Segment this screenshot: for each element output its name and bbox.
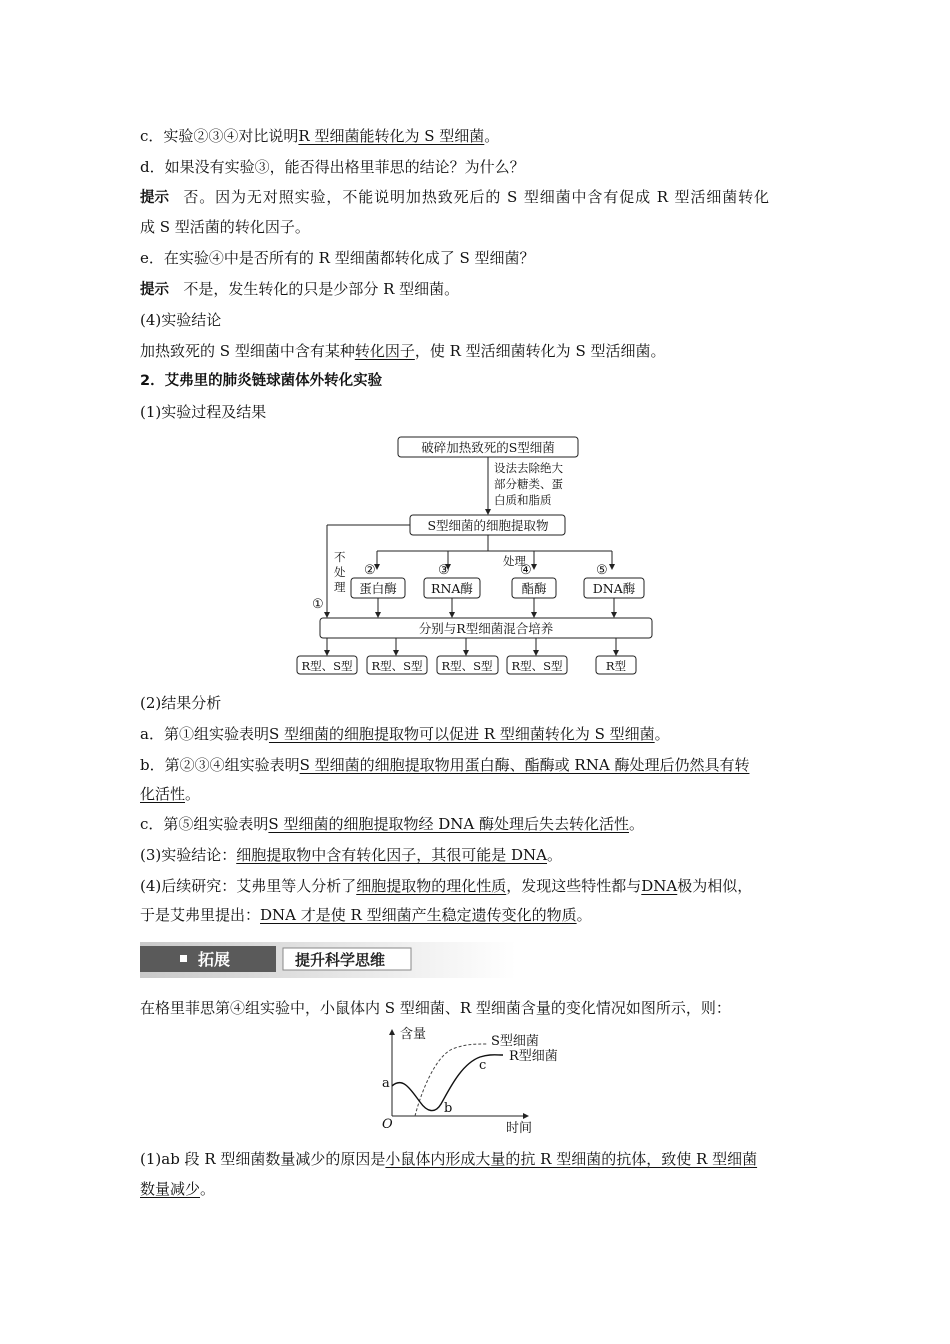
treat-label: 处理 [503,554,526,568]
banner-right-label: 提升科学思维 [295,951,386,969]
result-label: R型、S型 [371,659,423,673]
tip-2: 提示 不是，发生转化的只是少部分 R 型细菌。 [140,280,460,298]
answer-underline: DNA 才是使 R 型细菌产生稳定遗传变化的物质 [260,906,577,924]
flowchart [290,430,670,685]
question-1-cont: 数量减少。 [140,1180,216,1198]
answer-underline: 数量减少 [140,1180,201,1198]
point-b: b [444,1101,453,1116]
conclusion: 加热致死的 S 型细菌中含有某种转化因子，使 R 型活细菌转化为 S 型活细菌。 [140,342,666,360]
top-box-label: 破碎加热致死的S型细菌 [421,440,555,455]
group-number: ② [364,563,376,578]
no-treat-label: 理 [334,580,346,594]
extension-banner [140,942,516,978]
result-b-cont: 化活性。 [140,785,201,803]
enzyme-label: DNA酶 [592,581,636,596]
step-note: 白质和脂质 [494,493,552,507]
answer-underline: S 型细菌的细胞提取物用蛋白酶、酯酶或 RNA 酶处理后仍然具有转 [299,756,750,774]
answer-underline: DNA [641,877,678,895]
follow-up-cont: 于是艾弗里提出：DNA 才是使 R 型细菌产生稳定遗传变化的物质。 [140,906,592,924]
tip-1: 提示 否。因为无对照实验，不能说明加热致死后的 S 型细菌中含有促成 R 型活细菌转化 [140,188,770,206]
tip-1-cont: 成 S 型活菌的转化因子。 [140,218,310,236]
r-series-label: R型细菌 [509,1049,558,1064]
step-note: 设法去除绝大 [494,461,563,475]
answer-underline: S 型细菌的细胞提取物可以促进 R 型细菌转化为 S 型细菌 [268,725,655,743]
enzyme-label: 酯酶 [521,581,547,596]
tip-label: 提示 [140,190,169,206]
no-treat-label: 不 [334,550,346,564]
graph-intro: 在格里菲思第④组实验中，小鼠体内 S 型细菌、R 型细菌含量的变化情况如图所示，则： [140,999,731,1017]
content-graph [375,1024,575,1136]
no-treat-label: 处 [334,565,346,579]
extract-label: S型细菌的细胞提取物 [427,518,549,533]
line-e: e．在实验④中是否所有的 R 型细菌都转化成了 S 型细菌？ [140,249,535,267]
enzyme-label: 蛋白酶 [359,581,397,596]
result-label: R型、S型 [511,659,563,673]
group-number: ⑤ [596,563,608,578]
origin-label: O [382,1117,393,1132]
follow-up: (4)后续研究：艾弗里等人分析了细胞提取物的理化性质，发现这些特性都与DNA极为相似， [140,877,753,895]
question-1: (1)ab 段 R 型细菌数量减少的原因是小鼠体内形成大量的抗 R 型细菌的抗体，致使 R 型细菌 [140,1150,758,1168]
answer-underline: S 型细菌的细胞提取物经 DNA 酶处理后失去转化活性 [268,815,629,833]
answer-underline: 化活性 [140,785,186,803]
answer-underline: 细胞提取物的理化性质 [356,877,507,895]
banner-left-label: 拓展 [198,950,231,969]
result-a: a．第①组实验表明S 型细菌的细胞提取物可以促进 R 型细菌转化为 S 型细菌。 [140,725,670,743]
result-label: R型、S型 [441,659,493,673]
result-b: b．第②③④组实验表明S 型细菌的细胞提取物用蛋白酶、酯酶或 RNA 酶处理后仍然具有转 [140,756,750,774]
group-number: ④ [520,563,532,578]
point-c: c [479,1058,487,1073]
result-label: R型 [605,659,627,673]
point-a: a [382,1076,390,1091]
line-c: c．实验②③④对比说明R 型细菌能转化为 S 型细菌。 [140,127,500,145]
y-axis-label: 含量 [400,1027,427,1042]
answer-underline: 细胞提取物中含有转化因子，其很可能是 DNA [236,846,548,864]
enzyme-label: RNA酶 [431,581,473,596]
answer-underline: 小鼠体内形成大量的抗 R 型细菌的抗体，致使 R 型细菌 [385,1150,758,1168]
step-note: 部分糖类、蛋 [494,477,563,491]
group-number: ③ [438,563,450,578]
section-2-heading: 2．艾弗里的肺炎链球菌体外转化实验 [140,373,383,389]
x-axis-label: 时间 [506,1121,533,1136]
s-series-label: S型细菌 [491,1034,539,1049]
result-label: R型、S型 [301,659,353,673]
bullet-square [180,955,187,962]
analysis-heading: (2)结果分析 [140,694,222,712]
answer-underline: 转化因子 [354,342,415,360]
experiment-conclusion: (3)实验结论：细胞提取物中含有转化因子，其很可能是 DNA。 [140,846,563,864]
tip-label: 提示 [140,282,169,298]
mix-label: 分别与R型细菌混合培养 [418,621,554,636]
section-4-heading: (4)实验结论 [140,311,222,329]
group-number: ① [312,597,324,612]
result-c: c．第⑤组实验表明S 型细菌的细胞提取物经 DNA 酶处理后失去转化活性。 [140,815,644,833]
line-d: d．如果没有实验③，能否得出格里菲思的结论？为什么？ [140,158,525,176]
process-heading: (1)实验过程及结果 [140,403,267,421]
answer-underline: R 型细菌能转化为 S 型细菌 [298,127,485,145]
